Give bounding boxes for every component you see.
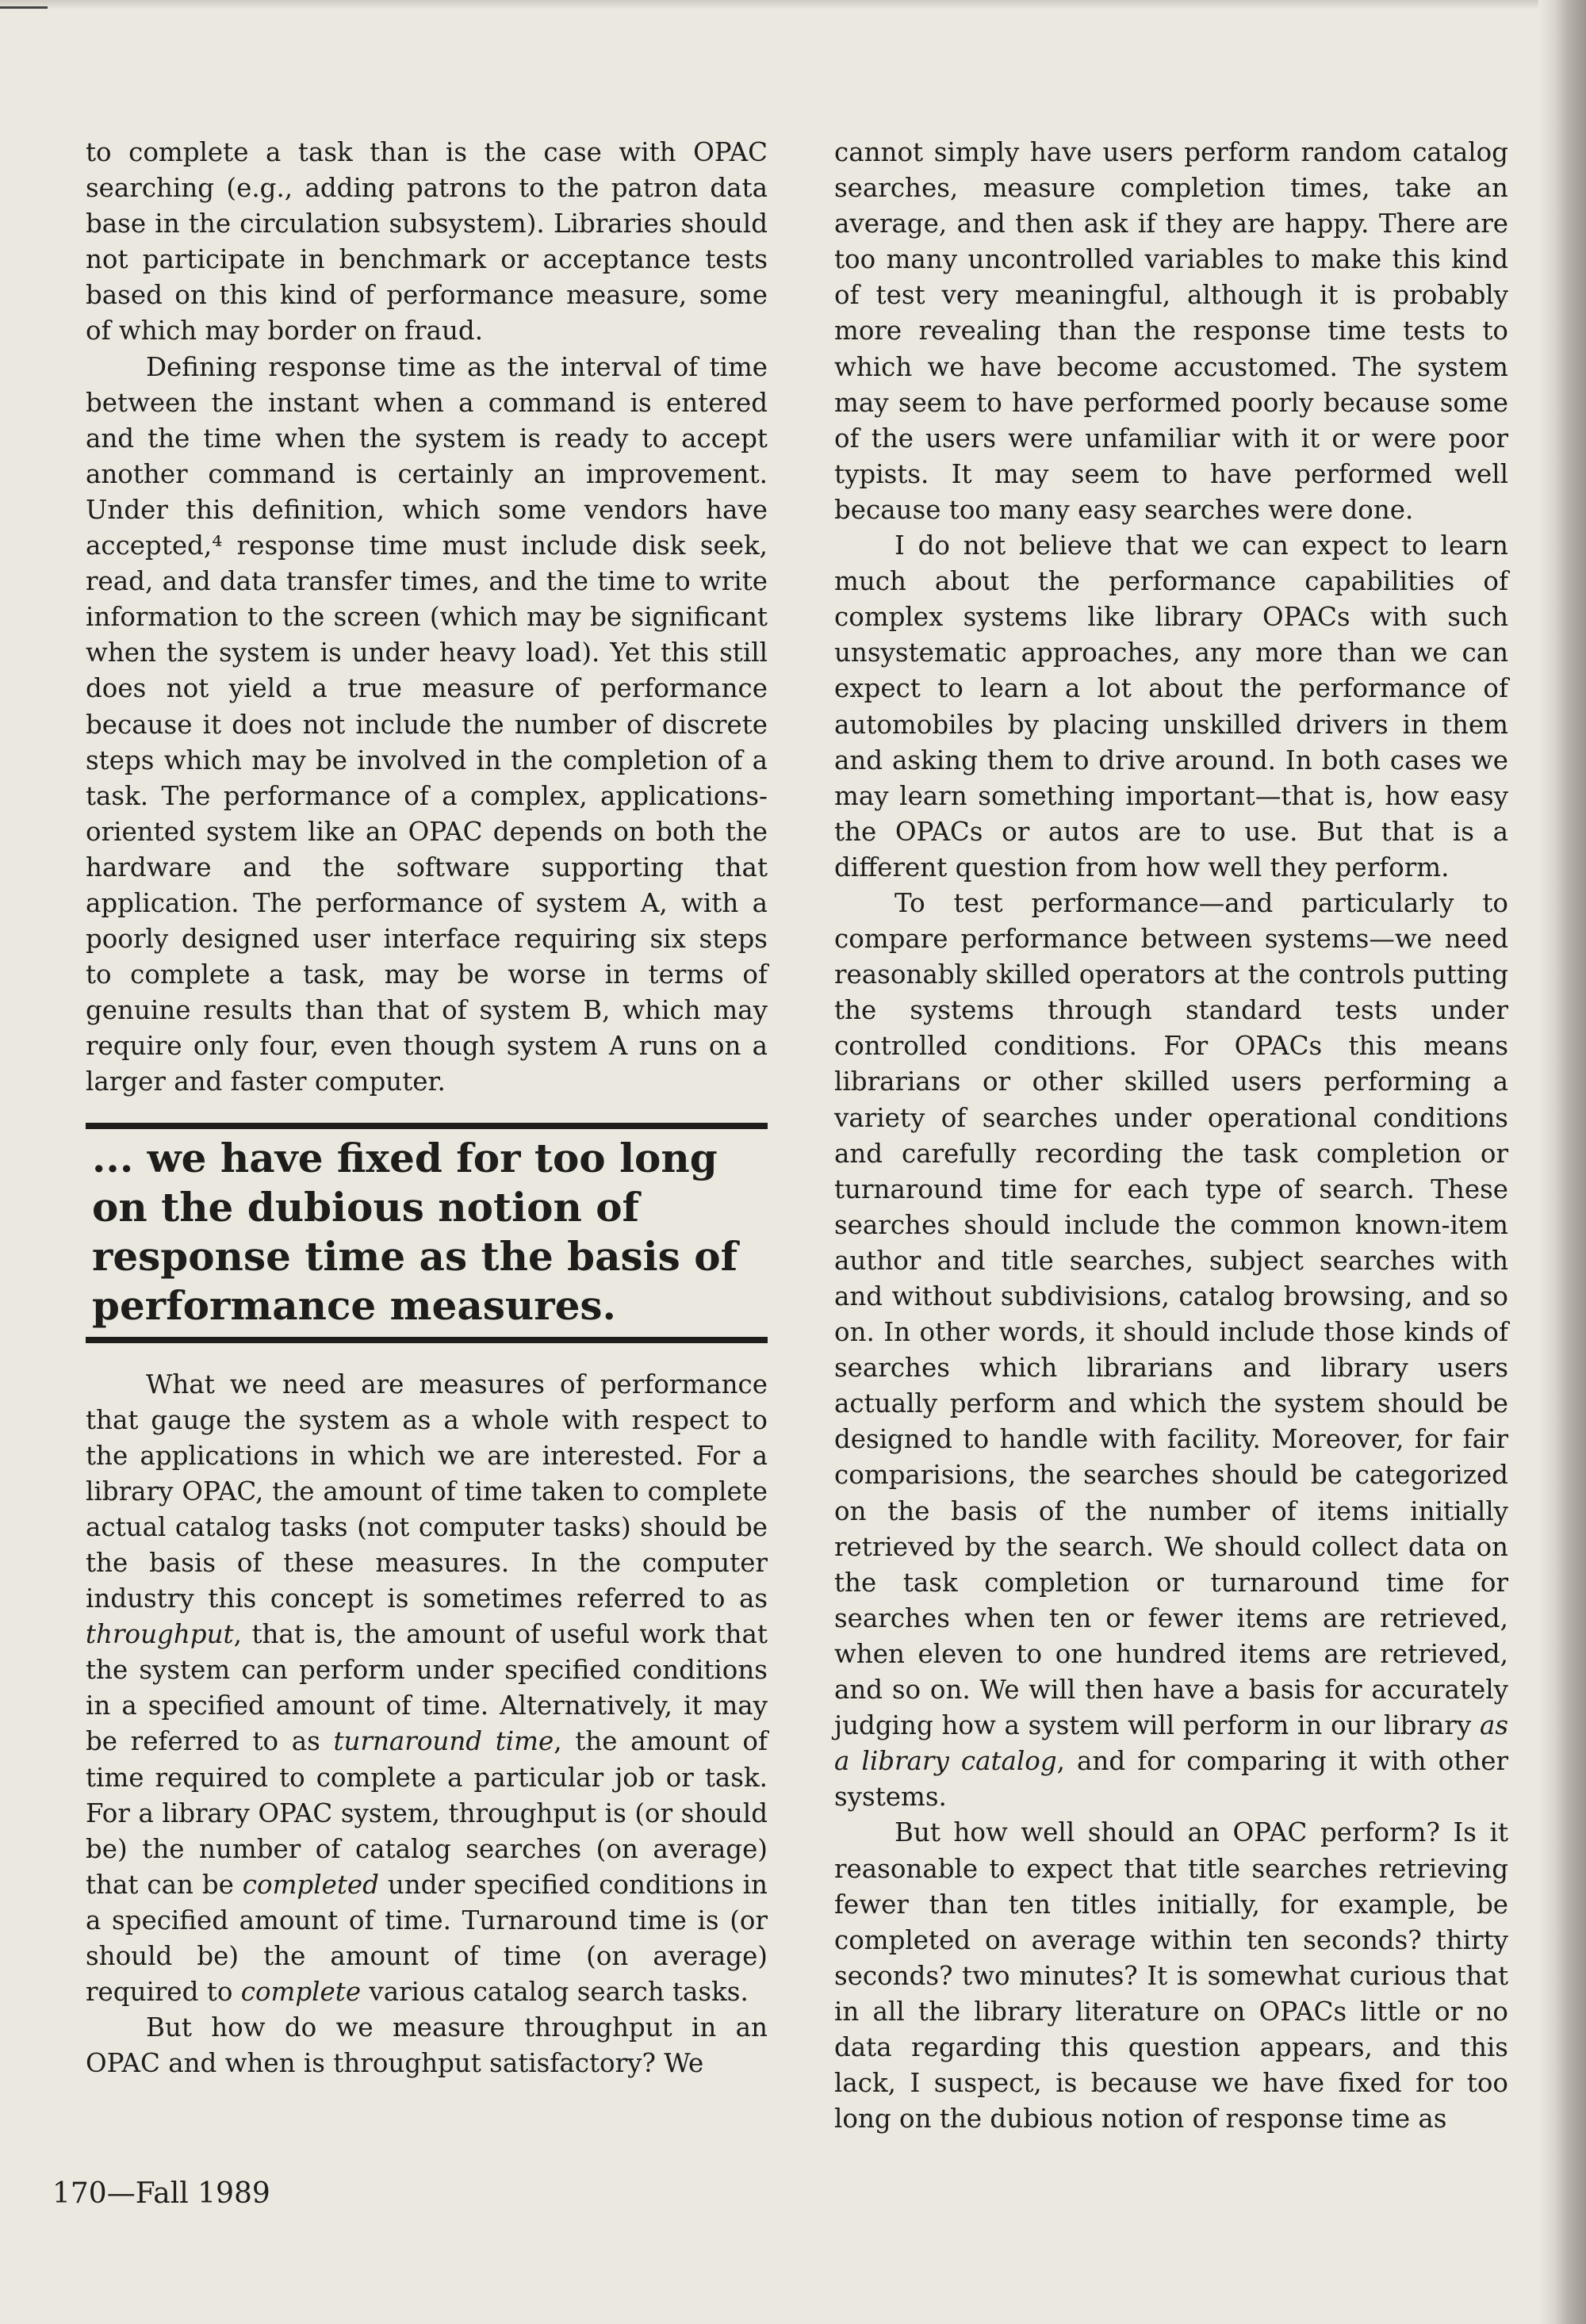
pull-quote-top-rule	[86, 1123, 768, 1129]
paragraph: cannot simply have users perform random catalog searches, measure completion times, take an average, and then ask if they are happy. There are too many uncontrolled variables to make this kind of test very meaningful, although it is probably more revealing than the response time tests to which we have become accustomed. The system may seem to have performed poorly because some of the users were unfamiliar with it or were poor typists. It may seem to have performed well because too many easy searches were done.	[834, 137, 1508, 525]
italic-term: turnaround time	[333, 1726, 554, 1757]
text-run: , that is, the amount of useful work that the system can perform under specified conditions in a specified amount of time. Alternatively, it may be referred to as	[86, 1619, 768, 1757]
paragraph: I do not believe that we can expect to learn much about the performance capabilities of complex systems like library OPACs with such unsystematic approaches, any more than we can expect to learn a lot about the performance of automobiles by placing unskilled drivers in them and asking them to drive around. In both cases we may learn something important—that is, how easy the OPACs or autos are to use. But that is a different question from how well they perform.	[834, 530, 1508, 883]
paragraph: Defining response time as the interval of time between the instant when a command is entered and the time when the system is ready to accept another command is certainly an improvement. Under this definition, which some vendors have accepted,⁴ response time must include disk seek, read, and data transfer times, and the time to write information to the screen (which may be significant when the system is under heavy load). Yet this still does not yield a true measure of performance because it does not include the number of discrete steps which may be involved in the completion of a task. The performance of a complex, applications-oriented system like an OPAC depends on both the hardware and the software supporting that application. The performance of system A, with a poorly designed user interface requiring six steps to complete a task, may be worse in terms of genuine results than that of system B, which may require only four, even though system A runs on a larger and faster computer.	[86, 351, 768, 1097]
text-run: , and for comparing it with other systems.	[834, 1746, 1508, 1813]
paragraph	[86, 1367, 768, 2011]
text-run: To test performance—and particularly to compare performance between systems—we need reasonably skilled operators at the controls putting the systems through standard tests under controlled conditions. For OPACs this means librarians or other skilled users performing a variety of searches under operational conditions and carefully recording the task completion or turnaround time for each type of search. These searches should include the common known-item author and title searches, subject searches with and without subdivisions, catalog browsing, and so on. In other words, it should include those kinds of searches which librarians and library users actually perform and which the system should be designed to handle with facility. Moreover, for fair comparisions, the searches should be categorized on the basis of the number of items initially retrieved by the search. We should collect data on the task completion or turnaround time for searches when ten or fewer items are retrieved, when eleven to one hundred items are retrieved, and so on. We will then have a basis for accurately judging how a system will perform in our library	[834, 887, 1508, 1741]
page-folio: 170—Fall 1989	[52, 2177, 270, 2210]
italic-term: completed	[242, 1869, 379, 1900]
top-edge-shadow	[0, 0, 1558, 10]
text-run: What we need are measures of performance that gauge the system as a whole with respect to the applications in which we are interested. For a library OPAC, the amount of time taken to complete actual catalog tasks (not computer tasks) should be the basis of these measures. In the computer industry this concept is sometimes referred to as	[86, 1369, 768, 1614]
top-corner-rule	[0, 6, 48, 9]
paragraph	[834, 886, 1508, 1815]
italic-term: complete	[240, 1977, 362, 2008]
pull-quote	[86, 1123, 768, 1343]
paragraph: But how do we measure throughput in an OPAC and when is throughput satisfactory? We	[86, 2012, 768, 2079]
pull-quote-text: ... we have fixed for too long on the dubious notion of response time as the basis of performance measures.	[92, 1134, 738, 1329]
paragraph: to complete a task than is the case with OPAC searching (e.g., adding patrons to the patron data base in the circulation subsystem). Libraries should not participate in benchmark or acceptance tests based on this kind of performance measure, some of which may border on fraud.	[86, 137, 768, 346]
right-column	[834, 135, 1508, 2137]
pull-quote-bottom-rule	[86, 1337, 768, 1343]
text-run: various catalog search tasks.	[361, 1977, 749, 2008]
left-column	[86, 135, 768, 2081]
binding-shadow	[1538, 0, 1586, 2324]
italic-term: as a library catalog	[834, 1710, 1508, 1777]
text-run: under specified conditions in a specified amount of time. Turnaround time is (or should be) the amount of time (on average) required to	[86, 1869, 768, 2008]
text-run: , the amount of time required to complete a particular job or task. For a library OPAC system, throughput is (or should be) the number of catalog searches (on average) that can be	[86, 1726, 768, 1900]
paragraph: But how well should an OPAC perform? Is it reasonable to expect that title searches retrieving fewer than ten titles initially, for example, be completed on average within ten seconds? thirty seconds? two minutes? It is somewhat curious that in all the library literature on OPACs little or no data regarding this question appears, and this lack, I suspect, is because we have fixed for too long on the dubious notion of response time as	[834, 1817, 1508, 2134]
italic-term: throughput	[86, 1619, 234, 1650]
